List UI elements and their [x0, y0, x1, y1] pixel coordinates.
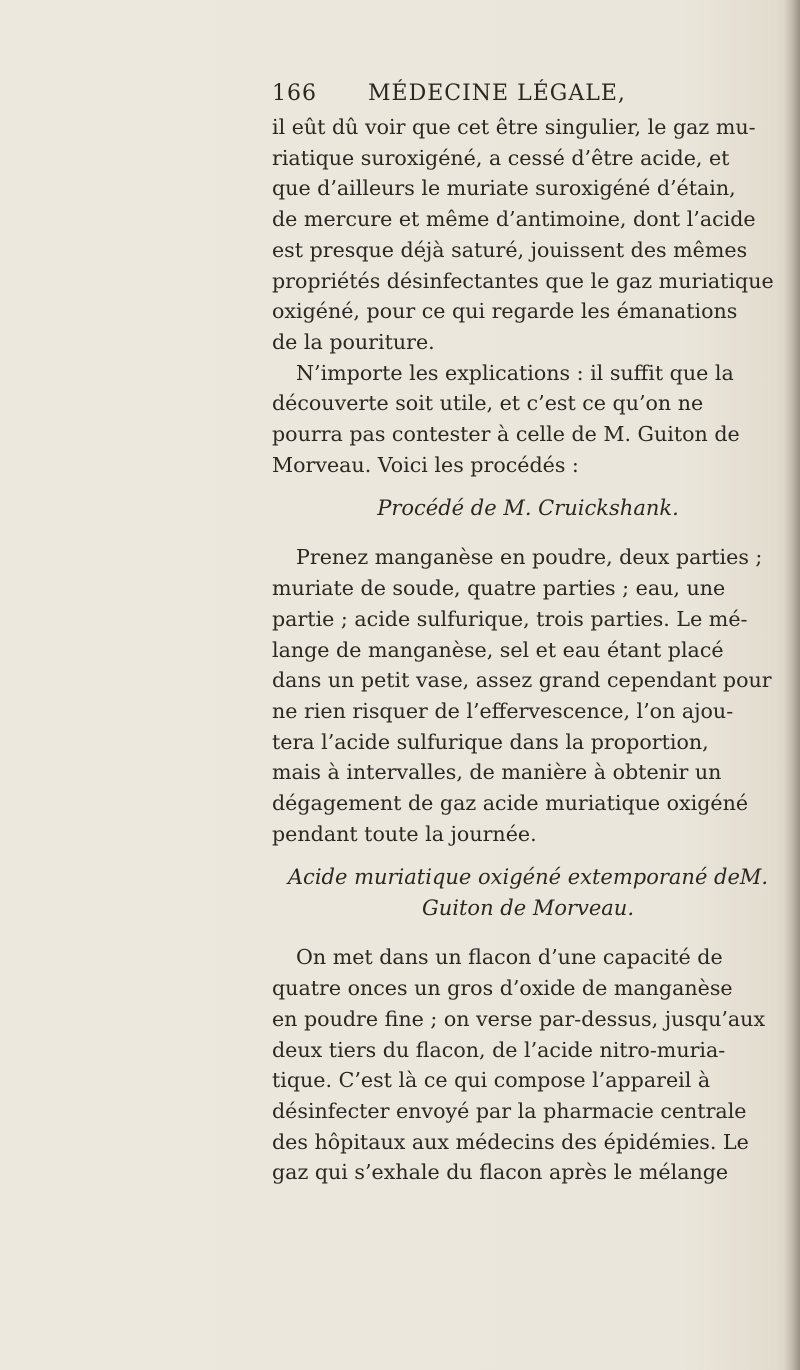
text-line: des hôpitaux aux médecins des épidémies. Le: [272, 1129, 749, 1154]
text-line: tique. C’est là ce qui compose l’appareil à: [272, 1068, 711, 1093]
running-title: MÉDECINE LÉGALE,: [368, 81, 626, 106]
text-line: propriétés désinfectantes que le gaz muriatique: [272, 268, 774, 293]
section-heading-guiton: [272, 862, 784, 924]
text-line: gaz qui s’exhale du flacon après le mélange: [272, 1160, 729, 1185]
text-line: tera l’acide sulfurique dans la proportion,: [272, 729, 709, 754]
text-line: N’importe les explications : il suffit que la: [296, 360, 734, 385]
text-line: M. Guiton de Morveau.: [421, 865, 769, 921]
text-line: de la pouriture.: [272, 329, 435, 354]
text-line: Morveau. Voici les procédés :: [272, 452, 579, 477]
text-line: riatique suroxigéné, a cessé d’être acide, et: [272, 145, 730, 170]
text-line: lange de manganèse, sel et eau étant placé: [272, 637, 724, 662]
text-line: dégagement de gaz acide muriatique oxigéné: [272, 791, 749, 816]
text-block: [272, 78, 784, 1188]
text-line: dans un petit vase, assez grand cependant pour: [272, 668, 772, 693]
text-line: deux tiers du flacon, de l’acide nitro-muria-: [272, 1037, 726, 1062]
paragraph-3: [272, 542, 784, 849]
text-line: Acide muriatique oxigéné extemporané de: [287, 865, 740, 890]
text-line: pendant toute la journée.: [272, 821, 537, 846]
paragraph-1: [272, 112, 784, 358]
text-line: Procédé de M. Cruickshank.: [377, 496, 679, 521]
text-line: que d’ailleurs le muriate suroxigéné d’étain,: [272, 176, 736, 201]
text-line: oxigéné, pour ce qui regarde les émanations: [272, 299, 738, 324]
text-line: découverte soit utile, et c’est ce qu’on ne: [272, 391, 704, 416]
section-heading-cruickshank: [272, 493, 784, 524]
text-line: est presque déjà saturé, jouissent des mêmes: [272, 237, 748, 262]
paragraph-4: [272, 942, 784, 1188]
text-line: partie ; acide sulfurique, trois parties. Le mé-: [272, 606, 748, 631]
text-line: de mercure et même d’antimoine, dont l’acide: [272, 207, 756, 232]
running-head: [272, 78, 784, 112]
text-line: On met dans un flacon d’une capacité de: [296, 945, 723, 970]
text-line: ne rien risquer de l’effervescence, l’on ajou-: [272, 698, 734, 723]
text-line: pourra pas contester à celle de M. Guiton de: [272, 422, 740, 447]
text-line: quatre onces un gros d’oxide de manganèse: [272, 976, 733, 1001]
page-number: 166: [272, 81, 317, 106]
text-line: en poudre fine ; on verse par-dessus, jusqu’aux: [272, 1006, 766, 1031]
paragraph-2: [272, 358, 784, 481]
text-line: Prenez manganèse en poudre, deux parties ;: [296, 545, 763, 570]
text-line: muriate de soude, quatre parties ; eau, une: [272, 576, 726, 601]
text-line: désinfecter envoyé par la pharmacie centrale: [272, 1098, 747, 1123]
text-line: il eût dû voir que cet être singulier, le gaz mu-: [272, 115, 756, 139]
text-line: mais à intervalles, de manière à obtenir un: [272, 760, 722, 785]
page-edge-shadow: [784, 0, 800, 1370]
